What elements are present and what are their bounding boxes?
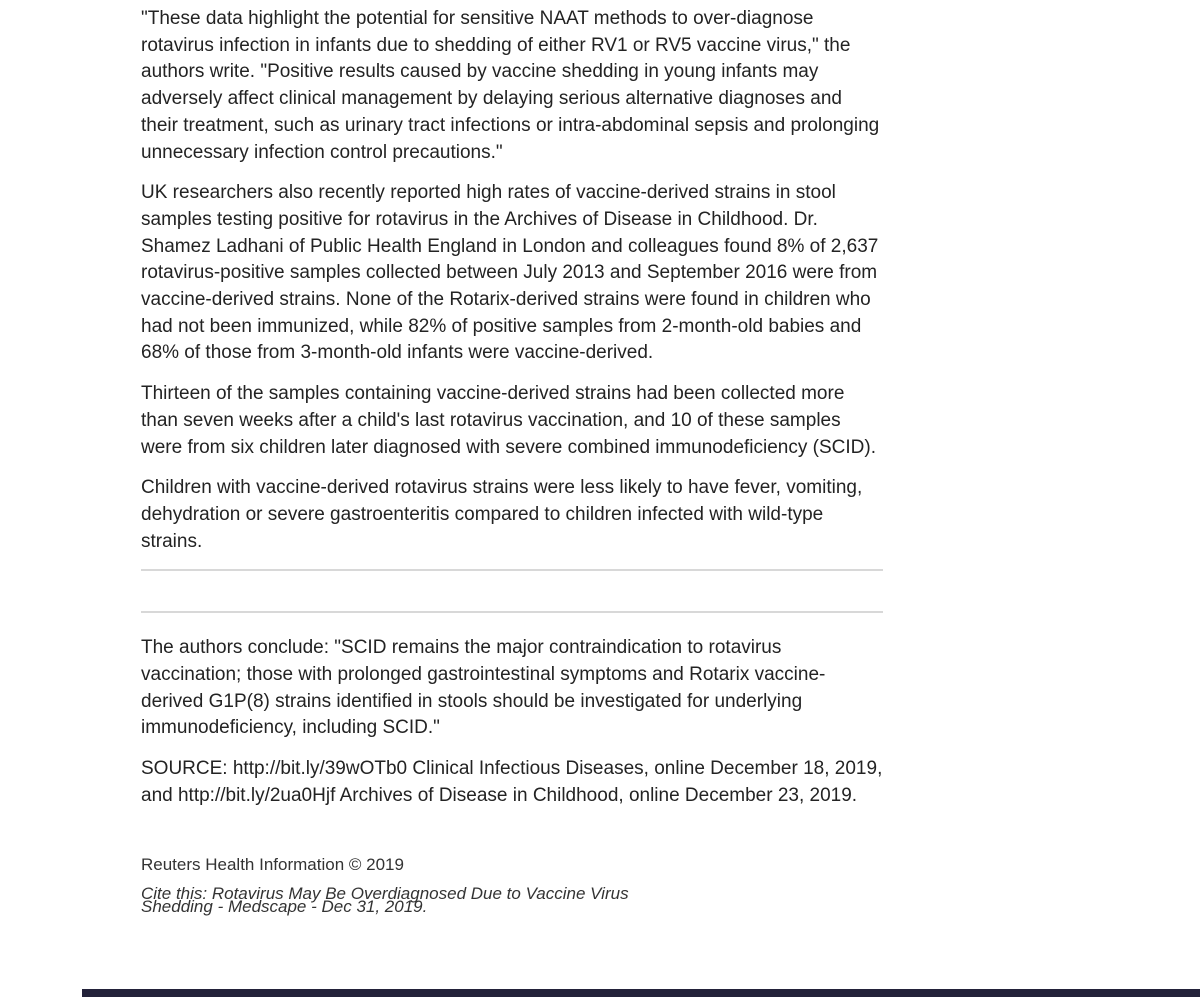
citation: Cite this: Rotavirus May Be Overdiagnosed Due to Vaccine Virus Shedding - Medscape - Dec 31, 2019. xyxy=(141,883,629,916)
footer-bar xyxy=(82,989,1200,997)
paragraph-uk-research: UK researchers also recently reported high rates of vaccine-derived strains in stool samples testing positive for rotavirus in the Archives of Disease in Childhood. Dr. Shamez Ladhani of Public Health England in London and colleagues found 8% of 2,637 rotavirus-positive samples collected between July 2013 and September 2016 were from vaccine-derived strains. None of the Rotarix-derived strains were found in children who had not been immunized, while 82% of positive samples from 2-month-old babies and 68% of those from 3-month-old infants were vaccine-derived. xyxy=(141,182,879,364)
divider-bottom xyxy=(141,611,883,613)
paragraph-source: SOURCE: http://bit.ly/39wOTb0 Clinical Infectious Diseases, online December 18, 2019, and http://bit.ly/2ua0Hjf Archives of Disease in Childhood, online December 23, 2019. xyxy=(141,758,883,806)
paragraph-scid-samples: Thirteen of the samples containing vaccine-derived strains had been collected more than seven weeks after a child's last rotavirus vaccination, and 10 of these samples were from six children later diagnosed with severe combined immunodeficiency (SCID). xyxy=(141,383,876,458)
divider-top xyxy=(141,569,883,571)
paragraph-symptoms-comparison: Children with vaccine-derived rotavirus strains were less likely to have fever, vomiting, dehydration or severe gastroenteritis compared to children infected with wild-type strains. xyxy=(141,477,863,552)
article-body xyxy=(141,6,883,916)
copyright-notice: Reuters Health Information © 2019 xyxy=(141,854,404,874)
paragraph-naat-overdiagnosis: "These data highlight the potential for sensitive NAAT methods to over-diagnose rotavirus infection in infants due to shedding of either RV1 or RV5 vaccine virus," the authors write. "Positive results caused by vaccine shedding in young infants may adversely affect clinical management by delaying serious alternative diagnoses and their treatment, such as urinary tract infections or intra-abdominal sepsis and prolonging unnecessary infection control precautions." xyxy=(141,8,880,163)
paragraph-conclusion: The authors conclude: "SCID remains the major contraindication to rotavirus vaccination; those with prolonged gastrointestinal symptoms and Rotarix vaccine-derived G1P(8) strains identified in stools should be investigated for underlying immunodeficiency, including SCID." xyxy=(141,637,826,739)
